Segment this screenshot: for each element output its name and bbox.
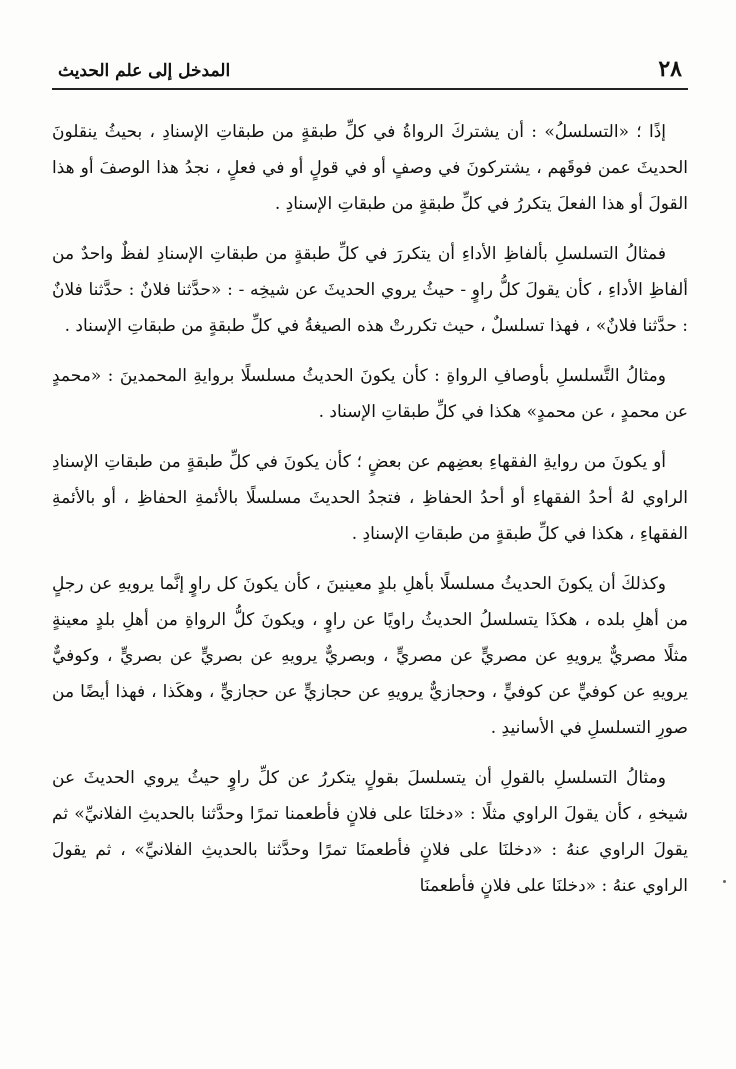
paragraph-example-adaa: فمثالُ التسلسلِ بألفاظِ الأداءِ أن يتكررَ في كلِّ طبقةٍ من طبقاتِ الإسنادِ لفظٌ واحدٌ من ألفاظِ الأداءِ ، كأن يقولَ كلُّ راوٍ - حيثُ يروي الحديثَ عن شيخِه - : «حدَّثنا فلانٌ : حدَّثنا فلانٌ : حدَّثنا فلانٌ» ، فهذا تسلسلٌ ، حيث تكررتْ هذه الصيغةُ في كلِّ طبقةٍ من طبقاتِ الإسناد . bbox=[52, 244, 688, 336]
page-header bbox=[52, 44, 688, 80]
page-number: ٢٨ bbox=[658, 56, 682, 82]
page-body bbox=[52, 114, 688, 904]
book-page bbox=[52, 44, 688, 1044]
paragraph-example-fuqaha: أو يكونَ من روايةِ الفقهاءِ بعضِهم عن بعضٍ ؛ كأن يكونَ في كلِّ طبقةٍ من طبقاتِ الإسنادِ الراوي لهُ أحدُ الفقهاءِ أو أحدُ الحفاظِ ، فتجدُ الحديثَ مسلسلًا بالأئمةِ الحفاظِ ، أو بالأئمةِ الفقهاءِ ، هكذا في كلِّ طبقةٍ من طبقاتِ الإسنادِ . bbox=[52, 452, 688, 544]
running-title: المدخل إلى علم الحديث bbox=[58, 61, 231, 81]
scan-speck bbox=[723, 880, 726, 883]
paragraph-definition: إذًا ؛ «التسلسلُ» : أن يشتركَ الرواةُ في كلِّ طبقةٍ من طبقاتِ الإسنادِ ، بحيثُ ينقلونَ الحديثَ عمن فوقَهم ، يشتركونَ في وصفٍ أو في قولٍ أو في فعلٍ ، نجدُ هذا الوصفَ أو هذا القولَ أو هذا الفعلَ يتكررُ في كلِّ طبقةٍ من طبقاتِ الإسنادِ . bbox=[52, 122, 688, 214]
paragraph-example-city: وكذلكَ أن يكونَ الحديثُ مسلسلًا بأهلِ بلدٍ معينينَ ، كأن يكونَ كل راوٍ إنَّما يرويهِ عن رجلٍ من أهلِ بلده ، هكذَا يتسلسلُ الحديثُ راويًا عن راوٍ ، ويكونَ كلُّ الرواةِ من أهلِ بلدٍ معينةٍ مثلًا مصريٌّ يرويهِ عن مصريٍّ عن مصريٍّ ، وبصريٌّ يرويهِ عن بصريٍّ عن بصريٍّ ، وكوفيٌّ يرويهِ عن كوفيٍّ عن كوفيٍّ ، وحجازيٌّ يرويهِ عن حجازيٍّ عن حجازيٍّ ، وهكَذا ، فهذا أيضًا من صورِ التسلسلِ في الأسانيدِ . bbox=[52, 574, 688, 738]
header-divider bbox=[52, 88, 688, 90]
paragraph-example-narrators: ومثالُ التَّسلسلِ بأوصافِ الرواةِ : كأن يكونَ الحديثُ مسلسلًا بروايةِ المحمدينَ : «محمدٍ عن محمدٍ ، عن محمدٍ» هكذا في كلِّ طبقاتِ الإسناد . bbox=[52, 366, 688, 422]
paragraph-example-saying: ومثالُ التسلسلِ بالقولِ أن يتسلسلَ بقولٍ يتكررُ عن كلِّ راوٍ حيثُ يروي الحديثَ عن شيخهِ ، كأن يقولَ الراوي مثلًا : «دخلنَا على فلانٍ فأطعمنا تمرًا وحدَّثنا بالحديثِ الفلانيِّ» ثم يقولَ الراوي عنهُ : «دخلنَا على فلانٍ فأطعمنَا تمرًا وحدَّثنا بالحديثِ الفلانيِّ» ، ثم يقولَ الراوي عنهُ : «دخلنَا على فلانٍ فأطعمنَا bbox=[52, 768, 688, 896]
